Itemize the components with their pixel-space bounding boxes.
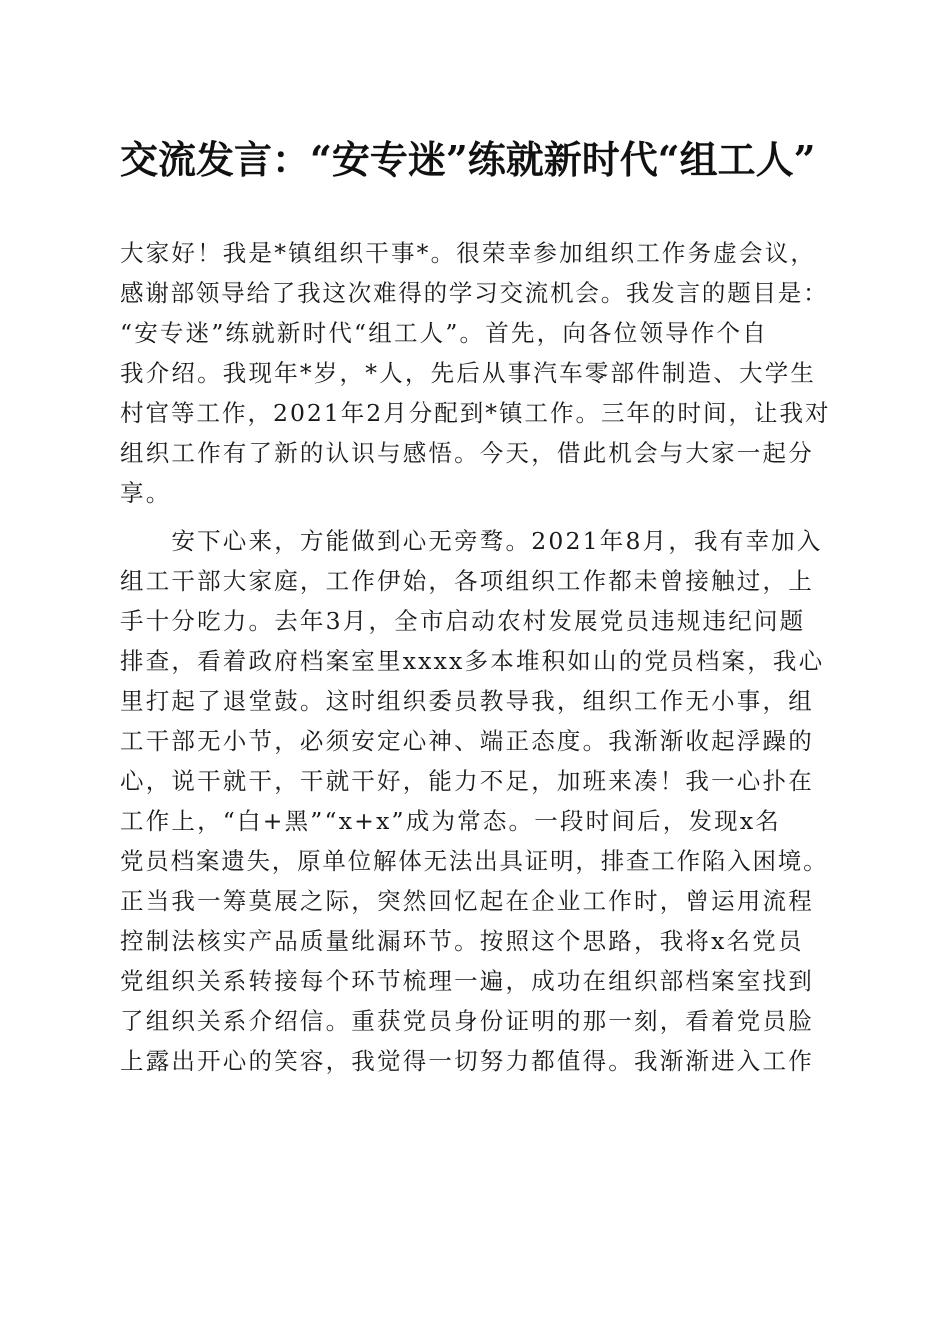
text-line: 工干部无小节，必须安定心神、端正态度。我渐渐收起浮躁的 xyxy=(120,727,814,755)
text-line: 大家好！我是*镇组织干事*。很荣幸参加组织工作务虚会议， xyxy=(120,239,817,267)
text-line: 控制法核实产品质量纰漏环节。按照这个思路，我将x名党员 xyxy=(120,927,804,955)
text-line: 村官等工作，2021年2月分配到*镇工作。三年的时间，让我对 xyxy=(120,399,831,427)
text-line: 正当我一筹莫展之际，突然回忆起在企业工作时，曾运用流程 xyxy=(120,887,814,915)
text-line: 了组织关系介绍信。重获党员身份证明的那一刻，看着党员脸 xyxy=(120,1007,814,1035)
document-body xyxy=(120,233,832,1081)
text-line: 排查，看着政府档案室里xxxx多本堆积如山的党员档案，我心 xyxy=(120,647,825,675)
text-line: 组织工作有了新的认识与感悟。今天，借此机会与大家一起分 xyxy=(120,439,814,467)
text-line: 享。 xyxy=(120,479,172,507)
text-line: 感谢部领导给了我这次难得的学习交流机会。我发言的题目是： xyxy=(120,279,829,307)
paragraph xyxy=(120,521,832,1081)
text-line: 手十分吃力。去年3月，全市启动农村发展党员违规违纪问题 xyxy=(120,607,806,635)
paragraph xyxy=(120,233,832,513)
text-line: 工作上，“白+黑”“x+x”成为常态。一段时间后，发现x名 xyxy=(120,807,781,835)
text-line: 我介绍。我现年*岁，*人，先后从事汽车零部件制造、大学生 xyxy=(120,359,817,387)
text-line: 上露出开心的笑容，我觉得一切努力都值得。我渐渐进入工作 xyxy=(120,1047,814,1075)
text-line: 安下心来，方能做到心无旁骛。2021年8月，我有幸加入 xyxy=(120,527,823,555)
text-line: 组工干部大家庭，工作伊始，各项组织工作都未曾接触过，上 xyxy=(120,567,814,595)
text-line: 党组织关系转接每个环节梳理一遍，成功在组织部档案室找到 xyxy=(120,967,814,995)
text-line: 党员档案遗失，原单位解体无法出具证明，排查工作陷入困境。 xyxy=(120,847,829,875)
text-line: 里打起了退堂鼓。这时组织委员教导我，组织工作无小事，组 xyxy=(120,687,814,715)
document-title: 交流发言：“安专迷”练就新时代“组工人” xyxy=(120,137,816,182)
text-line: “安专迷”练就新时代“组工人”。首先，向各位领导作个自 xyxy=(120,319,768,347)
paragraph-gap xyxy=(120,513,832,521)
text-line: 心，说干就干，干就干好，能力不足，加班来凑！我一心扑在 xyxy=(120,767,814,795)
